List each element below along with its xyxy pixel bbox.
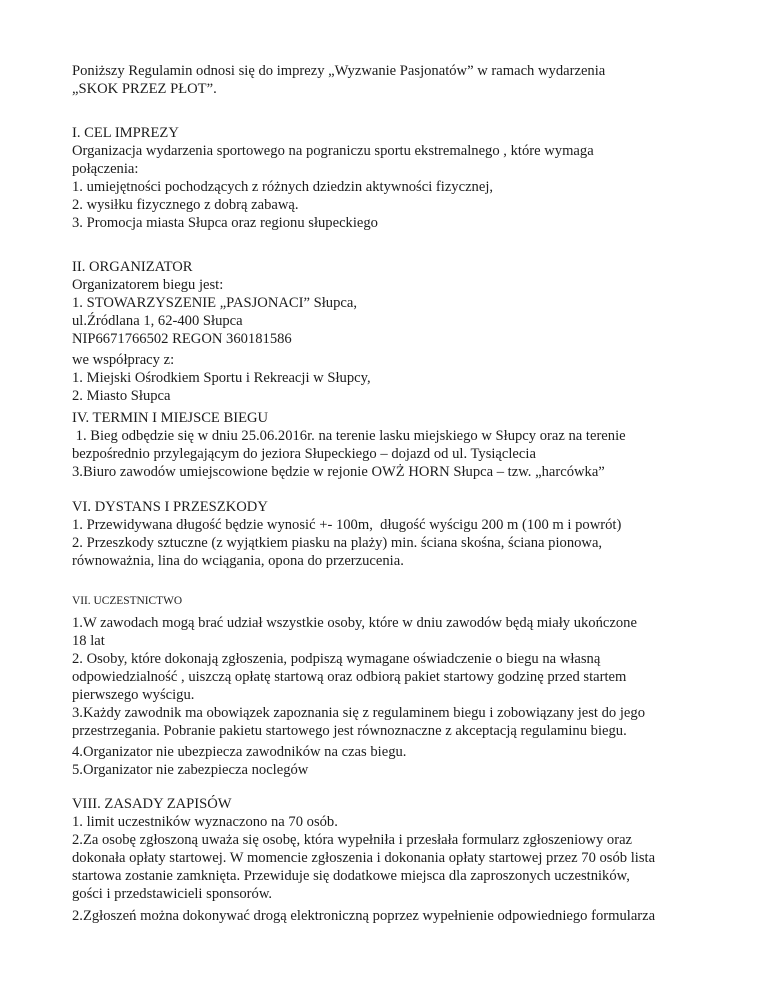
text-line: dokonała opłaty startowej. W momencie zgłoszenia i dokonania opłaty startowej przez 70 osób lista: [72, 850, 656, 866]
text-line: odpowiedzialność , uiszczą opłatę startową oraz odbiorą pakiet startowy godzinę przed startem: [72, 669, 627, 685]
text-line: 4.Organizator nie ubezpiecza zawodników na czas biegu.: [72, 744, 407, 760]
section-heading: VIII. ZASADY ZAPISÓW: [72, 796, 232, 812]
section-organizator: [72, 258, 712, 348]
section-cel-imprezy: [72, 124, 712, 232]
section-dystans: [72, 498, 712, 570]
section-heading: I. CEL IMPREZY: [72, 125, 179, 141]
uczestnictwo-paragraph-1: [72, 614, 712, 740]
section-heading: II. ORGANIZATOR: [72, 259, 193, 275]
section-uczestnictwo-heading: [72, 594, 712, 609]
text-line: 1. Bieg odbędzie się w dniu 25.06.2016r. na terenie lasku miejskiego w Słupcy oraz na terenie: [72, 428, 626, 444]
section-zapisy: [72, 795, 712, 903]
intro-paragraph: [72, 62, 712, 98]
text-line: połączenia:: [72, 161, 139, 177]
text-line: równoważnia, lina do wciągania, opona do przerzucenia.: [72, 553, 404, 569]
text-line: 3. Promocja miasta Słupca oraz regionu słupeckiego: [72, 215, 378, 231]
text-line: 2.Zgłoszeń można dokonywać drogą elektroniczną poprzez wypełnienie odpowiedniego formularza: [72, 908, 656, 924]
section-heading: IV. TERMIN I MIEJSCE BIEGU: [72, 410, 269, 426]
text-line: startowa zostanie zamknięta. Przewiduje się dodatkowe miejsca dla zaproszonych uczestników,: [72, 868, 630, 884]
text-line: ul.Źródlana 1, 62-400 Słupca: [72, 313, 243, 329]
text-line: 5.Organizator nie zabezpiecza noclegów: [72, 762, 309, 778]
text-line: we współpracy z:: [72, 352, 175, 368]
text-line: 2. Przeszkody sztuczne (z wyjątkiem piasku na plaży) min. ściana skośna, ściana pionowa,: [72, 535, 603, 551]
text-line: 18 lat: [72, 633, 105, 649]
text-line: 1. Przewidywana długość będzie wynosić +- 100m, długość wyścigu 200 m (100 m i powrót): [72, 517, 622, 533]
text-line: gości i przedstawicieli sponsorów.: [72, 886, 273, 902]
text-line: 2. Miasto Słupca: [72, 388, 171, 404]
section-termin: [72, 409, 712, 481]
text-line: 1. STOWARZYSZENIE „PASJONACI” Słupca,: [72, 295, 357, 311]
collaboration-paragraph: [72, 351, 712, 405]
text-line: 2. wysiłku fizycznego z dobrą zabawą.: [72, 197, 299, 213]
text-line: 3.Każdy zawodnik ma obowiązek zapoznania się z regulaminem biegu i zobowiązany jest do jego: [72, 705, 646, 721]
text-line: 3.Biuro zawodów umiejscowione będzie w rejonie OWŻ HORN Słupca – tzw. „harcówka”: [72, 464, 605, 480]
text-line: 1.W zawodach mogą brać udział wszystkie osoby, które w dniu zawodów będą miały ukończone: [72, 615, 637, 631]
text-line: 1. Miejski Ośrodkiem Sportu i Rekreacji w Słupcy,: [72, 370, 371, 386]
text-line: pierwszego wyścigu.: [72, 687, 195, 703]
zapisy-paragraph-2: [72, 907, 712, 925]
text-line: 2.Za osobę zgłoszoną uważa się osobę, która wypełniła i przesłała formularz zgłoszeniowy oraz: [72, 832, 633, 848]
text-line: bezpośrednio przylegającym do jeziora Słupeckiego – dojazd od ul. Tysiąclecia: [72, 446, 536, 462]
section-heading: VII. UCZESTNICTWO: [72, 595, 183, 607]
text-line: Organizacja wydarzenia sportowego na pograniczu sportu ekstremalnego , które wymaga: [72, 143, 594, 159]
text-line: Organizatorem biegu jest:: [72, 277, 224, 293]
text-line: NIP6671766502 REGON 360181586: [72, 331, 292, 347]
text-line: 1. limit uczestników wyznaczono na 70 osób.: [72, 814, 338, 830]
section-heading: VI. DYSTANS I PRZESZKODY: [72, 499, 268, 515]
text-line: 1. umiejętności pochodzących z różnych dziedzin aktywności fizycznej,: [72, 179, 494, 195]
text-line: 2. Osoby, które dokonają zgłoszenia, podpiszą wymagane oświadczenie o biegu na własną: [72, 651, 601, 667]
text-line: przestrzegania. Pobranie pakietu startowego jest równoznaczne z akceptacją regulaminu biegu.: [72, 723, 627, 739]
text-line: Poniższy Regulamin odnosi się do imprezy „Wyzwanie Pasjonatów” w ramach wydarzenia: [72, 63, 606, 79]
uczestnictwo-paragraph-2: [72, 743, 712, 779]
text-line: „SKOK PRZEZ PŁOT”.: [72, 81, 217, 97]
